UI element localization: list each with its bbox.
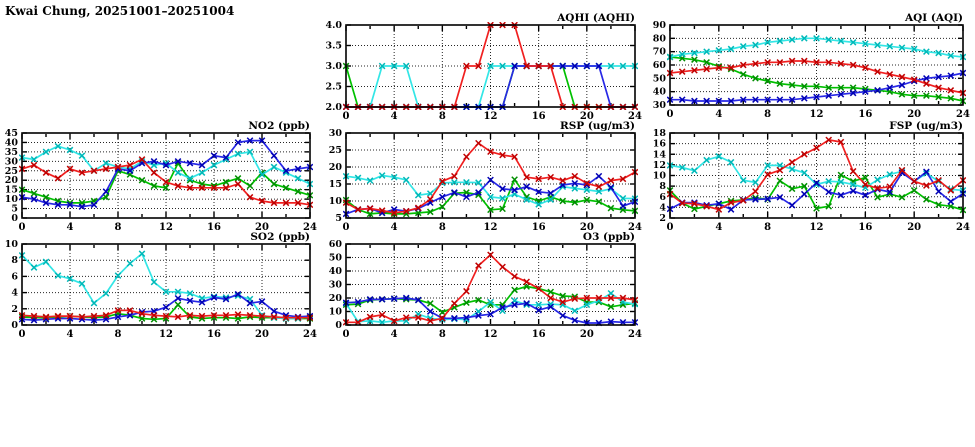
- chart-no2-xtick: 0: [18, 222, 26, 233]
- chart-o3-xtick: 24: [628, 329, 642, 340]
- chart-aqi-xtick: 12: [809, 109, 824, 120]
- chart-rsp-xtick: 20: [579, 222, 594, 233]
- chart-aqi-ytick: 60: [652, 60, 666, 71]
- chart-rsp: [329, 120, 642, 233]
- chart-fsp-xtick: 8: [764, 222, 772, 233]
- chart-aqhi-xtick: 8: [438, 111, 446, 122]
- chart-fsp-ytick: 14: [652, 149, 666, 161]
- chart-aqhi-ytick: 2.0: [325, 102, 342, 113]
- chart-o3-ytick: 10: [328, 306, 342, 318]
- page-title: Kwai Chung, 20251001–20251004: [5, 4, 235, 18]
- chart-aqhi-ytick: 3.0: [325, 61, 342, 72]
- chart-no2-xtick: 4: [66, 222, 74, 233]
- chart-so2: [5, 231, 317, 340]
- chart-rsp-ytick: 30: [328, 128, 342, 139]
- chart-no2-ytick: 10: [4, 194, 18, 206]
- chart-aqi-ytick: 30: [652, 100, 666, 111]
- chart-aqhi-xtick: 0: [342, 111, 350, 122]
- chart-aqi-xtick: 24: [956, 109, 970, 120]
- chart-aqi-xtick: 8: [764, 109, 772, 120]
- chart-fsp-xtick: 20: [907, 222, 922, 233]
- chart-so2-xtick: 4: [66, 329, 74, 340]
- chart-no2-ytick: 45: [4, 128, 18, 139]
- chart-aqhi-ytick: 2.5: [325, 81, 342, 93]
- chart-aqhi-title: AQHI (AQHI): [557, 12, 635, 24]
- chart-aqhi-ytick: 4.0: [325, 20, 342, 31]
- chart-fsp-ytick: 8: [659, 181, 666, 193]
- chart-fsp-ytick: 18: [652, 128, 666, 139]
- chart-so2-xtick: 8: [114, 329, 122, 340]
- chart-aqi-xtick: 20: [907, 109, 922, 120]
- chart-so2-xtick: 16: [207, 329, 221, 340]
- chart-fsp-ytick: 16: [652, 138, 666, 150]
- chart-aqhi-xtick: 24: [628, 111, 642, 122]
- chart-o3-ytick: 40: [328, 266, 342, 277]
- chart-aqi: [653, 12, 970, 120]
- chart-so2-xtick: 20: [255, 329, 269, 340]
- chart-o3-xtick: 4: [390, 329, 398, 340]
- chart-aqi-xtick: 16: [858, 109, 873, 120]
- chart-aqhi-xtick: 4: [390, 111, 398, 122]
- chart-fsp-ytick: 12: [652, 159, 666, 171]
- chart-aqi-xtick: 4: [715, 109, 723, 120]
- chart-o3-ytick: 30: [328, 279, 342, 291]
- chart-so2-xtick: 0: [18, 329, 26, 340]
- chart-fsp-xtick: 16: [858, 222, 873, 233]
- chart-fsp-ytick: 6: [659, 191, 666, 203]
- chart-rsp-title: RSP (ug/m3): [559, 120, 635, 132]
- chart-no2-ytick: 25: [4, 165, 18, 177]
- chart-o3-xtick: 8: [438, 329, 446, 340]
- chart-no2-xtick: 16: [207, 222, 221, 233]
- chart-no2-ytick: 20: [4, 175, 18, 187]
- chart-no2-ytick: 15: [4, 184, 18, 196]
- chart-so2-title: SO2 (ppb): [250, 231, 310, 243]
- chart-so2-ytick: 8: [11, 255, 18, 267]
- chart-aqhi-xtick: 20: [579, 111, 594, 122]
- chart-rsp-xtick: 8: [438, 222, 446, 233]
- chart-o3-ytick: 0: [335, 320, 342, 331]
- chart-rsp-ytick: 25: [328, 145, 342, 156]
- chart-rsp-ytick: 15: [328, 179, 342, 190]
- chart-rsp-xtick: 4: [390, 222, 398, 233]
- chart-aqi-ytick: 90: [652, 20, 666, 31]
- chart-o3-ytick: 60: [328, 239, 342, 250]
- chart-no2-title: NO2 (ppb): [248, 120, 310, 132]
- chart-rsp-xtick: 16: [531, 222, 546, 233]
- chart-fsp-ytick: 4: [659, 202, 666, 214]
- chart-fsp-title: FSP (ug/m3): [889, 120, 963, 132]
- chart-rsp-ytick: 10: [328, 196, 342, 207]
- chart-no2-ytick: 35: [4, 146, 18, 158]
- chart-rsp-xtick: 12: [483, 222, 498, 233]
- chart-fsp-xtick: 24: [956, 222, 970, 233]
- chart-no2-xtick: 12: [159, 222, 173, 233]
- chart-aqi-xtick: 0: [666, 109, 674, 120]
- chart-aqi-ytick: 40: [652, 86, 666, 98]
- chart-rsp-ytick: 20: [328, 162, 342, 173]
- chart-rsp-ytick: 5: [335, 213, 342, 224]
- chart-so2-xtick: 24: [303, 329, 317, 340]
- chart-no2-ytick: 0: [11, 213, 18, 224]
- chart-so2-xtick: 12: [159, 329, 173, 340]
- chart-no2-ytick: 40: [4, 137, 18, 149]
- chart-o3-xtick: 0: [342, 329, 350, 340]
- chart-no2: [5, 120, 317, 233]
- chart-no2-xtick: 8: [114, 222, 122, 233]
- chart-no2-xtick: 20: [255, 222, 269, 233]
- chart-fsp-ytick: 10: [652, 170, 666, 182]
- chart-rsp-xtick: 24: [628, 222, 642, 233]
- chart-no2-ytick: 5: [11, 203, 18, 215]
- chart-aqhi: [325, 12, 642, 122]
- chart-o3-ytick: 50: [328, 252, 342, 264]
- chart-fsp-xtick: 4: [715, 222, 723, 233]
- chart-so2-ytick: 0: [11, 320, 18, 331]
- chart-o3-xtick: 16: [531, 329, 546, 340]
- chart-fsp-xtick: 12: [809, 222, 824, 233]
- chart-aqi-ytick: 70: [652, 46, 666, 58]
- chart-so2-ytick: 6: [11, 271, 18, 283]
- chart-rsp-xtick: 0: [342, 222, 350, 233]
- chart-no2-xtick: 24: [303, 222, 317, 233]
- chart-so2-ytick: 2: [11, 303, 18, 315]
- chart-aqi-ytick: 50: [652, 73, 666, 85]
- chart-no2-ytick: 30: [4, 156, 18, 168]
- chart-o3-title: O3 (ppb): [582, 231, 635, 243]
- chart-fsp-series-red: [667, 137, 966, 212]
- chart-fsp-xtick: 0: [666, 222, 674, 233]
- chart-aqhi-xtick: 12: [483, 111, 498, 122]
- chart-o3-xtick: 20: [579, 329, 594, 340]
- chart-aqi-title: AQI (AQI): [904, 12, 963, 24]
- chart-fsp: [653, 120, 970, 233]
- chart-so2-ytick: 4: [11, 287, 18, 299]
- chart-so2-ytick: 10: [4, 239, 18, 250]
- chart-o3-xtick: 12: [483, 329, 498, 340]
- chart-o3: [329, 231, 642, 340]
- chart-aqhi-xtick: 16: [531, 111, 546, 122]
- chart-o3-ytick: 20: [328, 293, 342, 304]
- chart-fsp-ytick: 2: [659, 213, 666, 224]
- chart-aqi-ytick: 80: [652, 33, 666, 45]
- chart-aqi-series-cyan: [667, 36, 966, 60]
- chart-aqhi-ytick: 3.5: [325, 40, 342, 52]
